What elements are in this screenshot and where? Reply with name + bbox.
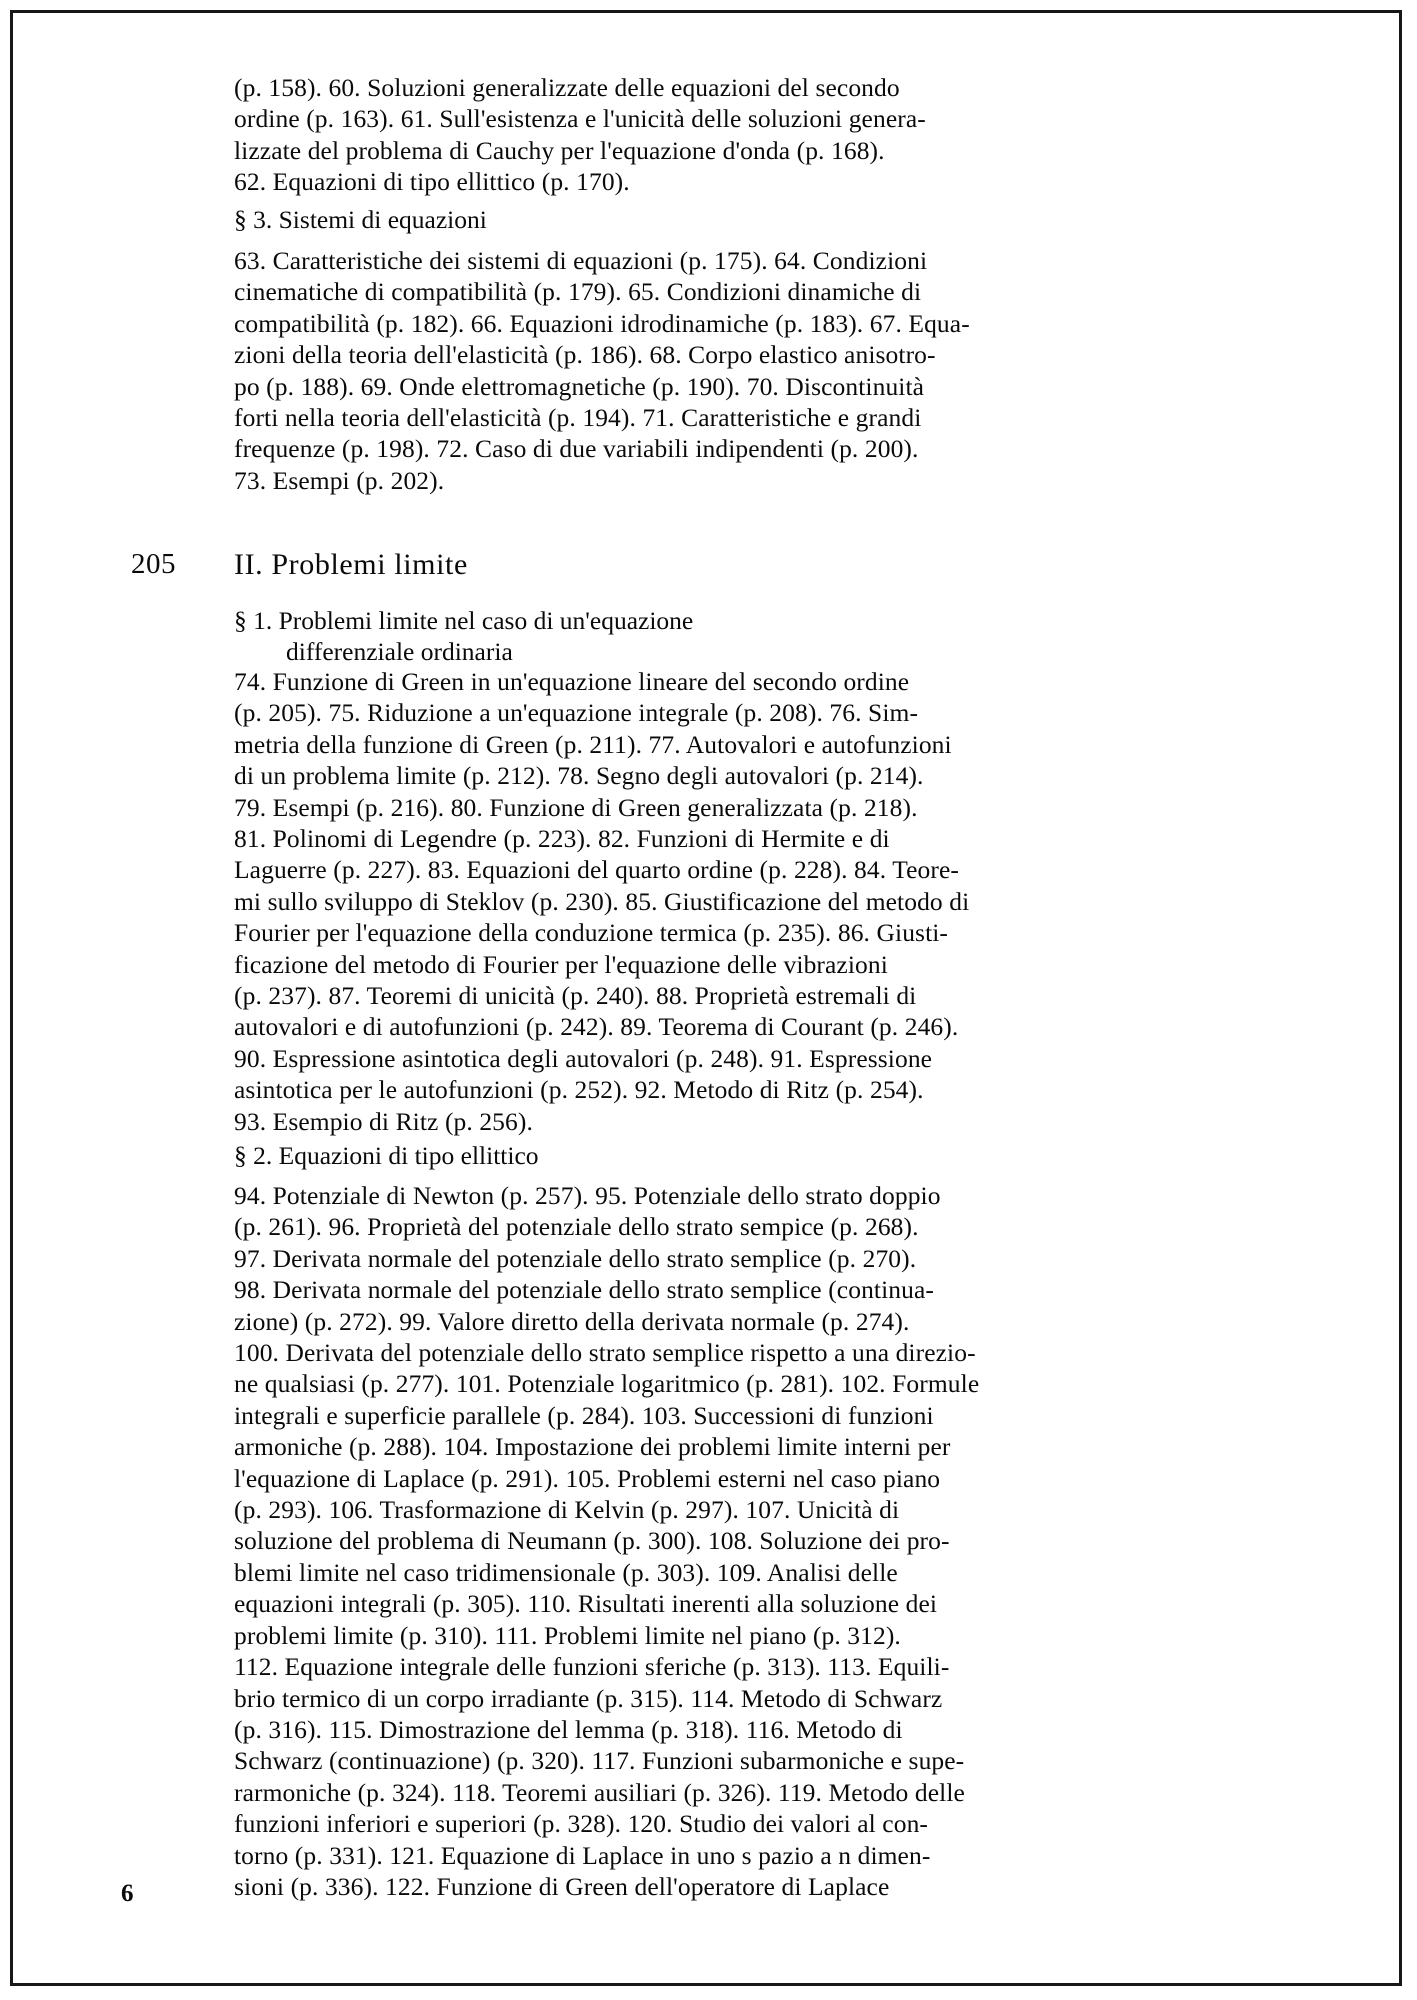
toc-line: ne qualsiasi (p. 277). 101. Potenziale logaritmico (p. 281). 102. Formule — [234, 1369, 980, 1399]
toc-line: blemi limite nel caso tridimensionale (p. 303). 109. Analisi delle — [234, 1557, 898, 1587]
toc-line: torno (p. 331). 121. Equazione di Laplace in uno s pazio a n dimen- — [234, 1840, 931, 1870]
toc-line: 94. Potenziale di Newton (p. 257). 95. Potenziale dello strato doppio — [234, 1181, 941, 1210]
toc-line: frequenze (p. 198). 72. Caso di due variabili indipendenti (p. 200). — [234, 434, 919, 464]
chapter-page-number: 205 — [131, 548, 176, 580]
toc-line: 73. Esempi (p. 202). — [234, 465, 445, 495]
toc-line: equazioni integrali (p. 305). 110. Risultati inerenti alla soluzione dei — [234, 1589, 938, 1619]
toc-line: (p. 293). 106. Trasformazione di Kelvin (p. 297). 107. Unicità di — [234, 1495, 900, 1525]
toc-line: po (p. 188). 69. Onde elettromagnetiche (p. 190). 70. Discontinuità — [234, 371, 925, 401]
section-heading-3 — [234, 204, 996, 235]
toc-line: Laguerre (p. 227). 83. Equazioni del quarto ordine (p. 228). 84. Teore- — [234, 855, 959, 885]
toc-line: 112. Equazione integrale delle funzioni sferiche (p. 313). 113. Equili- — [234, 1652, 950, 1682]
section-heading-label: § 1. Problemi limite nel caso di un'equazione — [234, 606, 694, 635]
toc-line: funzioni inferiori e superiori (p. 328). 120. Studio dei valori al con- — [234, 1809, 929, 1839]
toc-line: di un problema limite (p. 212). 78. Segno degli autovalori (p. 214). — [234, 761, 924, 791]
toc-line: autovalori e di autofunzioni (p. 242). 89. Teorema di Courant (p. 246). — [234, 1012, 959, 1042]
toc-line: (p. 316). 115. Dimostrazione del lemma (p. 318). 116. Metodo di — [234, 1714, 903, 1744]
toc-line: sioni (p. 336). 122. Funzione di Green dell'operatore di Laplace — [234, 1871, 890, 1901]
toc-line: rarmoniche (p. 324). 118. Teoremi ausiliari (p. 326). 119. Metodo delle — [234, 1777, 965, 1807]
section-heading-2 — [234, 1140, 996, 1171]
toc-line: zione) (p. 272). 99. Valore diretto della derivata normale (p. 274). — [234, 1306, 910, 1336]
toc-line: brio termico di un corpo irradiante (p. 315). 114. Metodo di Schwarz — [234, 1683, 943, 1713]
toc-block-section-1 — [234, 666, 996, 1137]
toc-line: 81. Polinomi di Legendre (p. 223). 82. Funzioni di Hermite e di — [234, 824, 890, 854]
page-folio-number: 6 — [121, 1880, 134, 1907]
toc-line: 62. Equazioni di tipo ellittico (p. 170). — [234, 167, 630, 197]
toc-line: 74. Funzione di Green in un'equazione lineare del secondo ordine — [234, 667, 910, 696]
toc-line: 98. Derivata normale del potenziale dello strato semplice (continua- — [234, 1275, 934, 1305]
toc-line: 93. Esempio di Ritz (p. 256). — [234, 1106, 533, 1136]
toc-line: lizzate del problema di Cauchy per l'equazione d'onda (p. 168). — [234, 135, 885, 165]
toc-line: cinematiche di compatibilità (p. 179). 65. Condizioni dinamiche di — [234, 277, 922, 307]
toc-line: l'equazione di Laplace (p. 291). 105. Problemi esterni nel caso piano — [234, 1463, 941, 1493]
section-heading-1 — [234, 605, 996, 668]
toc-line: (p. 158). 60. Soluzioni generalizzate delle equazioni del secondo — [234, 73, 900, 102]
section-heading-label: § 2. Equazioni di tipo ellittico — [234, 1141, 539, 1170]
toc-line: ordine (p. 163). 61. Sull'esistenza e l'unicità delle soluzioni genera- — [234, 104, 926, 134]
toc-line: problemi limite (p. 310). 111. Problemi limite nel piano (p. 312). — [234, 1620, 901, 1650]
chapter-title: II. Problemi limite — [234, 548, 468, 581]
toc-line: Schwarz (continuazione) (p. 320). 117. Funzioni subarmoniche e supe- — [234, 1746, 965, 1776]
toc-line: asintotica per le autofunzioni (p. 252). 92. Metodo di Ritz (p. 254). — [234, 1075, 924, 1105]
toc-line: metria della funzione di Green (p. 211). 77. Autovalori e autofunzioni — [234, 729, 952, 759]
section-heading-label: § 3. Sistemi di equazioni — [234, 205, 487, 234]
toc-block-continuation — [234, 72, 996, 198]
toc-line: integrali e superficie parallele (p. 284). 103. Successioni di funzioni — [234, 1400, 934, 1430]
toc-line: 100. Derivata del potenziale dello strato semplice rispetto a una direzio- — [234, 1338, 976, 1368]
toc-line: zioni della teoria dell'elasticità (p. 186). 68. Corpo elastico anisotro- — [234, 340, 936, 370]
toc-line: 97. Derivata normale del potenziale dello strato semplice (p. 270). — [234, 1243, 917, 1273]
toc-line: compatibilità (p. 182). 66. Equazioni idrodinamiche (p. 183). 67. Equa- — [234, 308, 970, 338]
toc-line: mi sullo sviluppo di Steklov (p. 230). 85. Giustificazione del metodo di — [234, 886, 970, 916]
toc-line: Fourier per l'equazione della conduzione termica (p. 235). 86. Giusti- — [234, 918, 949, 948]
toc-line: ficazione del metodo di Fourier per l'equazione delle vibrazioni — [234, 949, 888, 979]
toc-line: 63. Caratteristiche dei sistemi di equazioni (p. 175). 64. Condizioni — [234, 246, 928, 275]
toc-line: forti nella teoria dell'elasticità (p. 194). 71. Caratteristiche e grandi — [234, 403, 922, 433]
section-heading-label-cont: differenziale ordinaria — [286, 637, 513, 667]
toc-block-section-3 — [234, 245, 996, 496]
toc-line: (p. 205). 75. Riduzione a un'equazione integrale (p. 208). 76. Sim- — [234, 698, 919, 728]
toc-line: 90. Espressione asintotica degli autovalori (p. 248). 91. Espressione — [234, 1043, 933, 1073]
toc-line: 79. Esempi (p. 216). 80. Funzione di Green generalizzata (p. 218). — [234, 792, 918, 822]
toc-line: armoniche (p. 288). 104. Impostazione dei problemi limite interni per — [234, 1432, 951, 1462]
toc-line: soluzione del problema di Neumann (p. 300). 108. Soluzione dei pro- — [234, 1526, 950, 1556]
toc-line: (p. 237). 87. Teoremi di unicità (p. 240). 88. Proprietà estremali di — [234, 981, 917, 1011]
toc-line: (p. 261). 96. Proprietà del potenziale dello strato sempice (p. 268). — [234, 1212, 919, 1242]
toc-block-section-2 — [234, 1180, 996, 1902]
